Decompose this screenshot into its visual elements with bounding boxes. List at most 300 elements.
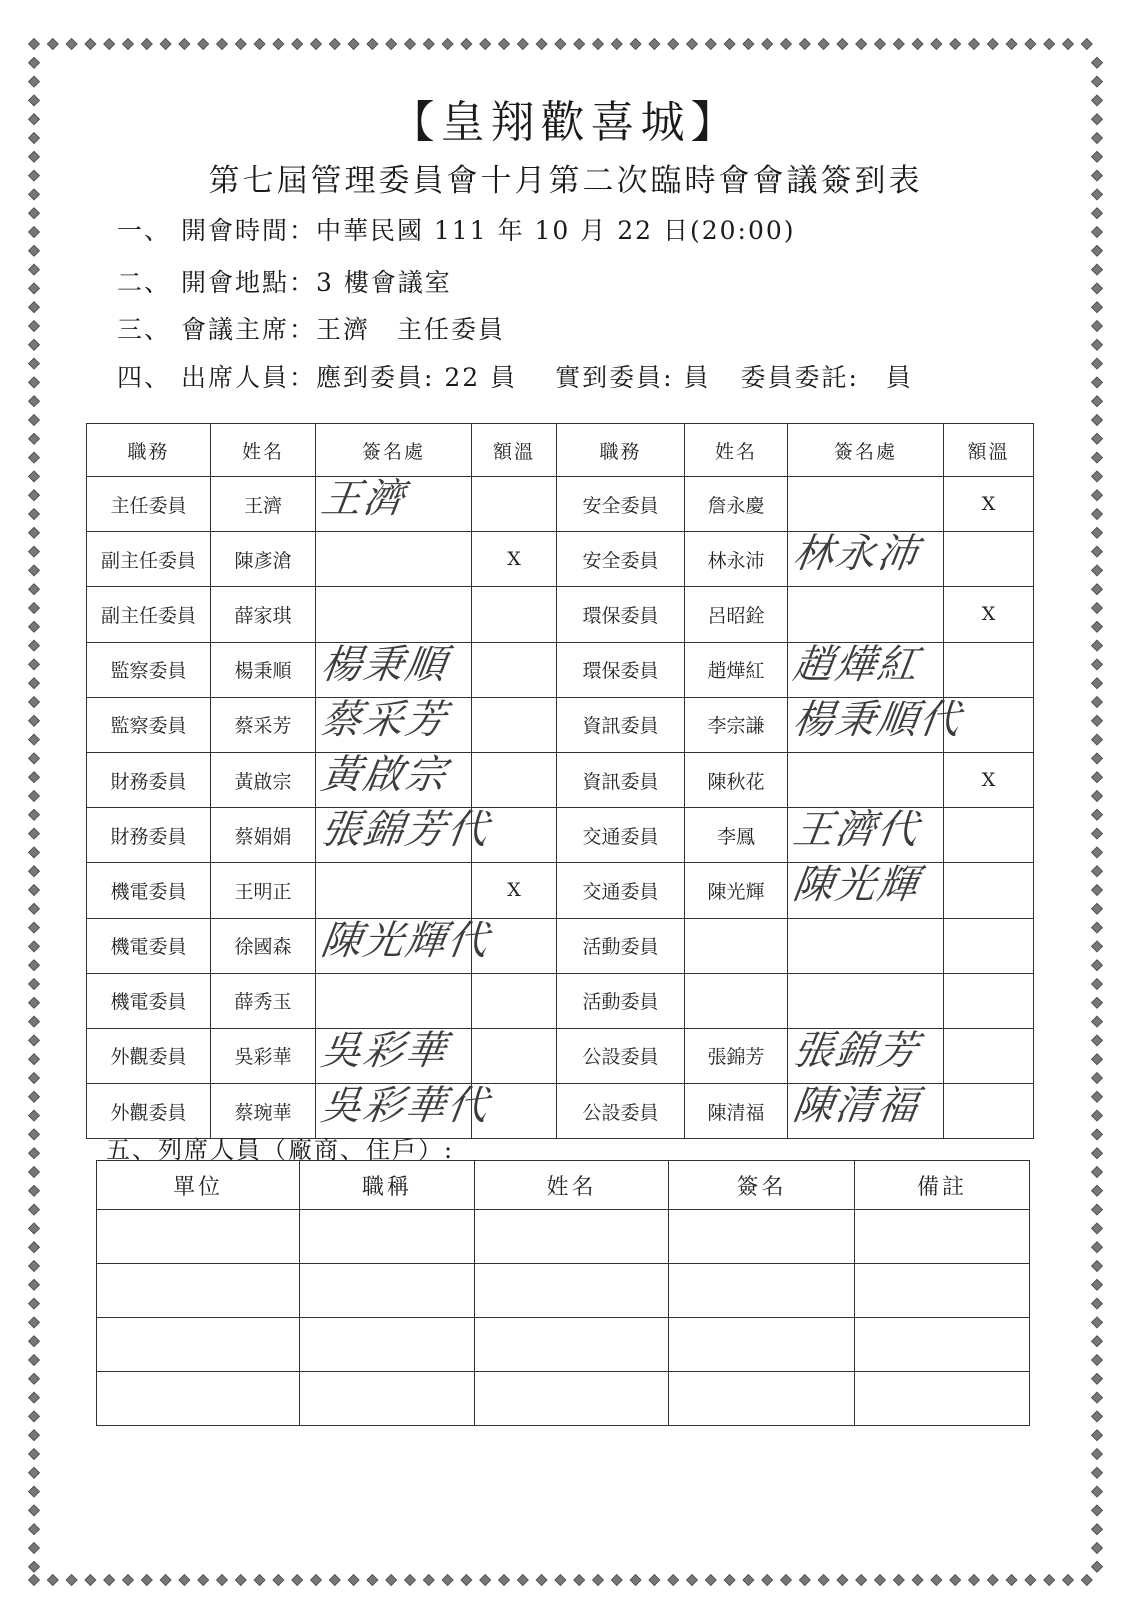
border-diamond <box>1044 39 1055 50</box>
duty-cell: 監察委員 <box>87 697 211 752</box>
border-diamond <box>29 1298 40 1309</box>
attendance-row <box>87 477 1034 532</box>
border-diamond <box>611 39 622 50</box>
border-diamond <box>386 1575 397 1586</box>
border-diamond <box>1092 302 1103 313</box>
border-diamond <box>405 1575 416 1586</box>
guest-cell <box>855 1210 1030 1264</box>
border-diamond <box>311 1575 322 1586</box>
border-diamond <box>29 885 40 896</box>
guest-cell <box>300 1372 475 1426</box>
guest-cell <box>855 1372 1030 1426</box>
signature-cell <box>788 532 944 587</box>
border-diamond <box>29 509 40 520</box>
attendance-row <box>87 642 1034 697</box>
border-diamond <box>611 1575 622 1586</box>
name-cell: 陳光輝 <box>685 863 788 918</box>
border-diamond <box>29 1223 40 1234</box>
border-diamond <box>1092 339 1103 350</box>
duty-cell: 安全委員 <box>557 532 685 587</box>
attendance-row <box>87 918 1034 973</box>
border-diamond <box>574 39 585 50</box>
guest-cell <box>97 1318 300 1372</box>
border-diamond <box>217 1575 228 1586</box>
border-diamond <box>29 264 40 275</box>
border-diamond <box>555 1575 566 1586</box>
border-diamond <box>1092 1242 1103 1253</box>
border-diamond <box>235 39 246 50</box>
signature-cell <box>788 918 944 973</box>
guest-row <box>97 1264 1030 1318</box>
border-diamond <box>593 1575 604 1586</box>
border-diamond <box>29 302 40 313</box>
duty-cell: 交通委員 <box>557 808 685 863</box>
border-diamond <box>1092 922 1103 933</box>
border-diamond <box>837 1575 848 1586</box>
border-diamond <box>29 1505 40 1516</box>
handwritten-signature: 趙燁紅 <box>790 641 923 688</box>
border-diamond <box>536 39 547 50</box>
border-diamond <box>1092 396 1103 407</box>
guest-row <box>97 1318 1030 1372</box>
border-diamond <box>29 1204 40 1215</box>
name-cell: 薛秀玉 <box>211 973 316 1028</box>
border-diamond <box>762 1575 773 1586</box>
signature-cell <box>316 1028 472 1083</box>
guest-cell <box>300 1210 475 1264</box>
border-diamond <box>29 603 40 614</box>
border-diamond <box>29 697 40 708</box>
header-cell: 單位 <box>97 1161 300 1210</box>
border-diamond <box>85 39 96 50</box>
border-diamond <box>29 1054 40 1065</box>
border-diamond <box>705 1575 716 1586</box>
name-cell: 張錦芳 <box>685 1028 788 1083</box>
duty-cell: 機電委員 <box>87 863 211 918</box>
border-diamond <box>29 828 40 839</box>
border-diamond <box>1092 603 1103 614</box>
border-diamond <box>649 1575 660 1586</box>
border-diamond <box>1092 490 1103 501</box>
signature-cell <box>788 1028 944 1083</box>
border-diamond <box>29 433 40 444</box>
border-diamond <box>517 1575 528 1586</box>
border-diamond <box>1092 1110 1103 1121</box>
border-diamond <box>329 1575 340 1586</box>
border-diamond <box>29 847 40 858</box>
temperature-cell <box>472 918 557 973</box>
temperature-cell <box>944 1084 1034 1139</box>
border-diamond <box>912 1575 923 1586</box>
border-diamond <box>29 584 40 595</box>
border-diamond <box>799 1575 810 1586</box>
border-diamond <box>47 39 58 50</box>
name-cell: 黃啟宗 <box>211 752 316 807</box>
temperature-cell <box>472 697 557 752</box>
duty-cell: 財務委員 <box>87 752 211 807</box>
temperature-cell <box>944 863 1034 918</box>
guest-cell <box>300 1318 475 1372</box>
border-diamond <box>179 1575 190 1586</box>
meeting-time-label: 一、 開會時間： <box>117 216 316 245</box>
border-diamond <box>29 1486 40 1497</box>
border-diamond <box>29 960 40 971</box>
guest-row <box>97 1372 1030 1426</box>
border-diamond <box>311 39 322 50</box>
header-cell: 額溫 <box>944 424 1034 477</box>
border-diamond <box>1006 39 1017 50</box>
name-cell: 楊秉順 <box>211 642 316 697</box>
border-diamond <box>912 39 923 50</box>
header-cell: 額溫 <box>472 424 557 477</box>
border-diamond <box>198 1575 209 1586</box>
border-diamond <box>348 39 359 50</box>
border-diamond <box>1092 208 1103 219</box>
border-diamond <box>1081 1575 1092 1586</box>
border-diamond <box>931 1575 942 1586</box>
border-diamond <box>29 1430 40 1441</box>
border-diamond <box>1092 321 1103 332</box>
border-diamond <box>517 39 528 50</box>
border-diamond <box>593 39 604 50</box>
border-diamond <box>1092 245 1103 256</box>
border-diamond <box>348 1575 359 1586</box>
header-cell: 備註 <box>855 1161 1030 1210</box>
guest-table <box>96 1160 1030 1426</box>
border-diamond <box>29 640 40 651</box>
guest-cell <box>475 1210 669 1264</box>
border-diamond <box>29 659 40 670</box>
border-diamond <box>29 772 40 783</box>
guest-cell <box>855 1264 1030 1318</box>
attendance-row <box>87 1028 1034 1083</box>
border-diamond <box>1092 1054 1103 1065</box>
signature-cell <box>788 973 944 1028</box>
border-diamond <box>123 39 134 50</box>
border-diamond <box>29 39 40 50</box>
border-diamond <box>743 39 754 50</box>
meeting-time <box>117 211 796 247</box>
meeting-place <box>117 263 452 299</box>
border-diamond <box>1006 1575 1017 1586</box>
border-diamond <box>1092 697 1103 708</box>
border-diamond <box>1092 1148 1103 1159</box>
border-diamond <box>1092 715 1103 726</box>
border-diamond <box>668 1575 679 1586</box>
border-diamond <box>29 377 40 388</box>
border-diamond <box>574 1575 585 1586</box>
border-diamond <box>29 1336 40 1347</box>
border-diamond <box>875 1575 886 1586</box>
border-diamond <box>461 1575 472 1586</box>
handwritten-signature: 陳清福 <box>790 1083 923 1130</box>
border-diamond <box>29 1449 40 1460</box>
signature-cell <box>788 696 965 752</box>
border-diamond <box>29 1261 40 1272</box>
border-diamond <box>724 1575 735 1586</box>
border-diamond <box>649 39 660 50</box>
name-cell: 王明正 <box>211 863 316 918</box>
guest-cell <box>669 1264 855 1318</box>
border-diamond <box>818 39 829 50</box>
border-diamond <box>724 39 735 50</box>
name-cell: 蔡采芳 <box>211 697 316 752</box>
temperature-cell <box>472 477 557 532</box>
border-diamond <box>85 1575 96 1586</box>
border-diamond <box>1063 39 1074 50</box>
border-diamond <box>29 565 40 576</box>
signature-cell <box>788 808 944 863</box>
border-diamond <box>1092 227 1103 238</box>
border-diamond <box>1044 1575 1055 1586</box>
duty-cell: 外觀委員 <box>87 1084 211 1139</box>
guest-cell <box>97 1210 300 1264</box>
signature-cell <box>316 587 472 642</box>
border-diamond <box>29 791 40 802</box>
signature-cell <box>316 697 472 752</box>
signature-cell <box>788 642 944 697</box>
name-cell: 李宗謙 <box>685 697 788 752</box>
border-diamond <box>950 1575 961 1586</box>
guest-cell <box>669 1372 855 1426</box>
border-diamond <box>875 39 886 50</box>
border-diamond <box>29 1167 40 1178</box>
border-diamond <box>217 39 228 50</box>
attendance-row <box>87 752 1034 807</box>
signature-cell <box>316 532 472 587</box>
name-cell: 徐國森 <box>211 918 316 973</box>
duty-cell: 活動委員 <box>557 973 685 1028</box>
border-diamond <box>762 39 773 50</box>
attendance-row <box>87 587 1034 642</box>
temperature-cell: X <box>472 532 557 587</box>
header-cell: 職務 <box>557 424 685 477</box>
name-cell: 薛家琪 <box>211 587 316 642</box>
border-diamond <box>423 39 434 50</box>
border-diamond <box>29 1016 40 1027</box>
border-diamond <box>47 1575 58 1586</box>
border-diamond <box>29 396 40 407</box>
name-cell: 蔡琬華 <box>211 1084 316 1139</box>
border-diamond <box>29 809 40 820</box>
meeting-chair-value: 王濟 主任委員 <box>315 315 505 344</box>
name-cell: 李鳳 <box>685 808 788 863</box>
border-diamond <box>29 546 40 557</box>
temperature-cell: X <box>944 752 1034 807</box>
temperature-cell <box>944 973 1034 1028</box>
border-diamond <box>1092 847 1103 858</box>
border-diamond <box>1092 1524 1103 1535</box>
temperature-cell <box>944 918 1034 973</box>
border-diamond <box>950 39 961 50</box>
handwritten-signature: 蔡采芳 <box>318 696 451 743</box>
handwritten-signature: 黃啟宗 <box>318 751 451 798</box>
border-diamond <box>29 1242 40 1253</box>
border-diamond <box>405 39 416 50</box>
name-cell: 吳彩華 <box>211 1028 316 1083</box>
border-diamond <box>969 1575 980 1586</box>
border-diamond <box>893 1575 904 1586</box>
border-diamond <box>423 1575 434 1586</box>
border-diamond <box>254 1575 265 1586</box>
meeting-place-value: 3 樓會議室 <box>315 268 452 297</box>
signature-cell <box>316 863 472 918</box>
border-diamond <box>743 1575 754 1586</box>
guest-cell <box>475 1264 669 1318</box>
border-diamond <box>442 1575 453 1586</box>
border-diamond <box>705 39 716 50</box>
name-cell: 呂昭銓 <box>685 587 788 642</box>
border-diamond <box>1092 941 1103 952</box>
duty-cell: 交通委員 <box>557 863 685 918</box>
border-diamond <box>1092 640 1103 651</box>
handwritten-signature: 張錦芳代 <box>318 807 493 854</box>
name-cell: 陳秋花 <box>685 752 788 807</box>
duty-cell: 資訊委員 <box>557 697 685 752</box>
border-diamond <box>1092 1016 1103 1027</box>
duty-cell: 監察委員 <box>87 642 211 697</box>
border-diamond <box>1092 734 1103 745</box>
border-diamond <box>29 715 40 726</box>
border-diamond <box>1092 1317 1103 1328</box>
meeting-chair <box>117 310 505 346</box>
border-diamond <box>1092 264 1103 275</box>
border-diamond <box>480 1575 491 1586</box>
border-diamond <box>1092 377 1103 388</box>
attendance-proxy: 委員委託: 員 <box>740 363 913 392</box>
handwritten-signature: 吳彩華代 <box>318 1083 493 1130</box>
duty-cell: 副主任委員 <box>87 587 211 642</box>
meeting-chair-label: 三、 會議主席： <box>117 315 316 344</box>
name-cell: 陳清福 <box>685 1084 788 1139</box>
border-diamond <box>1092 885 1103 896</box>
document-title: 【皇翔歡喜城】 <box>390 97 741 148</box>
border-diamond <box>1092 1204 1103 1215</box>
handwritten-signature: 楊秉順代 <box>790 696 965 743</box>
border-diamond <box>1092 753 1103 764</box>
temperature-cell <box>472 642 557 697</box>
duty-cell: 安全委員 <box>557 477 685 532</box>
border-diamond <box>104 39 115 50</box>
border-diamond <box>29 979 40 990</box>
border-diamond <box>292 1575 303 1586</box>
temperature-cell: X <box>944 587 1034 642</box>
temperature-cell <box>944 808 1034 863</box>
border-diamond <box>1092 979 1103 990</box>
temperature-cell <box>472 1028 557 1083</box>
header-cell: 簽名處 <box>788 424 944 477</box>
border-diamond <box>29 1392 40 1403</box>
border-diamond <box>29 734 40 745</box>
signature-cell <box>316 807 493 863</box>
border-diamond <box>29 922 40 933</box>
border-diamond <box>29 1279 40 1290</box>
border-diamond <box>160 39 171 50</box>
header-cell: 簽名處 <box>316 424 472 477</box>
temperature-cell: X <box>944 477 1034 532</box>
border-diamond <box>1092 1091 1103 1102</box>
guest-cell <box>475 1372 669 1426</box>
signature-cell <box>316 642 472 697</box>
border-diamond <box>1092 828 1103 839</box>
border-diamond <box>1092 1336 1103 1347</box>
border-diamond <box>837 39 848 50</box>
border-diamond <box>1092 1392 1103 1403</box>
attendance-actual: 實到委員: 員 <box>555 363 711 392</box>
border-diamond <box>29 1467 40 1478</box>
name-cell: 詹永慶 <box>685 477 788 532</box>
border-diamond <box>29 452 40 463</box>
border-diamond <box>1092 1355 1103 1366</box>
border-diamond <box>1092 1223 1103 1234</box>
border-diamond <box>29 490 40 501</box>
name-cell: 蔡娟娟 <box>211 808 316 863</box>
border-diamond <box>29 245 40 256</box>
border-diamond <box>931 39 942 50</box>
border-diamond <box>969 39 980 50</box>
border-diamond <box>29 1073 40 1084</box>
border-diamond <box>29 1411 40 1422</box>
signature-cell <box>788 863 944 918</box>
border-diamond <box>818 1575 829 1586</box>
duty-cell: 機電委員 <box>87 918 211 973</box>
guest-row <box>97 1210 1030 1264</box>
temperature-cell <box>944 532 1034 587</box>
signature-cell <box>788 752 944 807</box>
border-diamond <box>1092 452 1103 463</box>
guest-cell <box>475 1318 669 1372</box>
border-diamond <box>367 1575 378 1586</box>
border-diamond <box>630 39 641 50</box>
attendance-row <box>87 808 1034 863</box>
border-diamond <box>1092 621 1103 632</box>
document-subtitle: 第七屆管理委員會十月第二次臨時會會議簽到表 <box>208 163 923 199</box>
duty-cell: 環保委員 <box>557 587 685 642</box>
border-diamond <box>29 903 40 914</box>
border-diamond <box>1092 1430 1103 1441</box>
border-diamond <box>29 941 40 952</box>
border-diamond <box>1063 1575 1074 1586</box>
signature-cell <box>788 587 944 642</box>
border-diamond <box>1092 997 1103 1008</box>
temperature-cell <box>472 973 557 1028</box>
border-diamond <box>29 621 40 632</box>
border-diamond <box>1092 659 1103 670</box>
duty-cell: 資訊委員 <box>557 752 685 807</box>
border-diamond <box>1092 1449 1103 1460</box>
meeting-attendance <box>117 358 913 394</box>
border-diamond <box>66 39 77 50</box>
signature-cell <box>316 752 472 807</box>
border-diamond <box>1092 433 1103 444</box>
temperature-cell: X <box>472 863 557 918</box>
border-diamond <box>1092 1167 1103 1178</box>
border-diamond <box>292 39 303 50</box>
guest-cell <box>300 1264 475 1318</box>
border-diamond <box>29 321 40 332</box>
handwritten-signature: 陳光輝 <box>790 862 923 909</box>
border-diamond <box>856 39 867 50</box>
guest-cell <box>855 1318 1030 1372</box>
border-diamond <box>273 1575 284 1586</box>
guest-header-row <box>97 1161 1030 1210</box>
border-diamond <box>1081 39 1092 50</box>
border-diamond <box>29 358 40 369</box>
guest-cell <box>669 1210 855 1264</box>
border-diamond <box>1092 791 1103 802</box>
border-diamond <box>781 1575 792 1586</box>
duty-cell: 副主任委員 <box>87 532 211 587</box>
